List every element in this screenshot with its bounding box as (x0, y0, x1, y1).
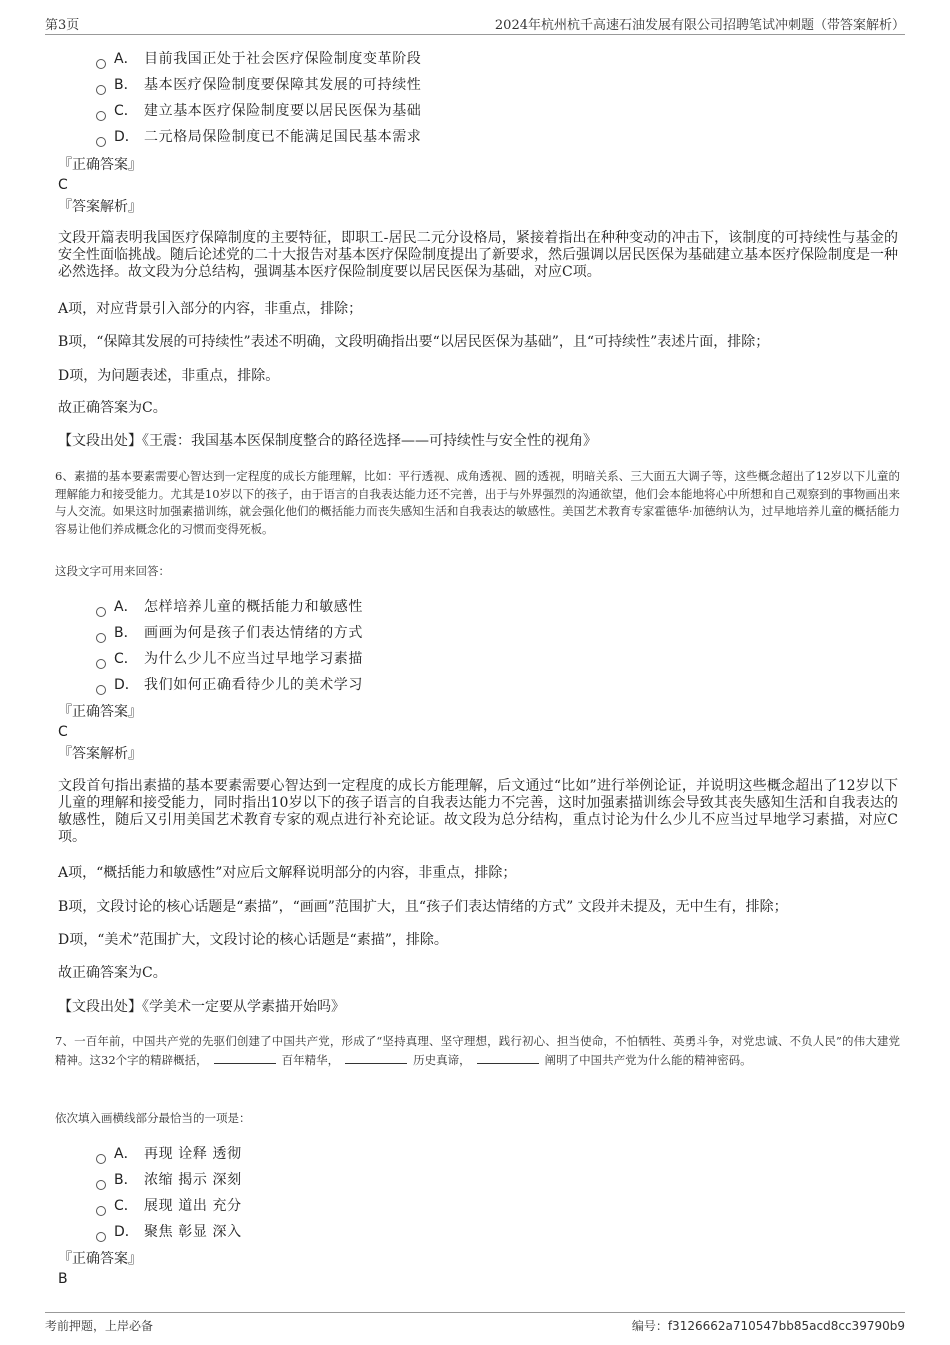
q5-option-a[interactable]: A． 目前我国正处于社会医疗保险制度变革阶段 (96, 46, 421, 72)
q5-source: 【文段出处】《王震：我国基本医保制度整合的路径选择——可持续性与安全性的视角》 (58, 433, 597, 449)
radio-icon[interactable] (96, 607, 106, 617)
q5-option-b[interactable]: B． 基本医疗保险制度要保障其发展的可持续性 (96, 72, 421, 98)
document-title: 2024年杭州杭千高速石油发展有限公司招聘笔试冲刺题（带答案解析） (494, 18, 905, 33)
page-footer (45, 1312, 905, 1337)
q6-prompt: 这段文字可用来回答： (55, 564, 170, 578)
radio-icon[interactable] (96, 1206, 106, 1216)
blank-line (345, 1051, 407, 1064)
q7-option-d[interactable]: D． 聚焦 彰显 深入 (96, 1219, 242, 1245)
q6-conclusion: 故正确答案为C。 (58, 965, 167, 981)
q6-stem: 6、素描的基本要素需要心智达到一定程度的成长方能理解，比如：平行透视、成角透视、圆的透视，明暗关系、三大面五大调子等，这些概念超出了12岁以下儿童的理解能力和接受能力。尤其是10岁以下的孩子，由于语言的自我表达能力还不完善，出于与外界强烈的沟通欲望，他们会本能地将心中所想和自己观察到的事物画出来与人交流。如果这时加强素描训练，就会强化他们的概括能力而丧失感知生活和自我表达的敏感性。美国艺术教育专家霍德华·加德纳认为，过早地培养儿童的概括能力容易让他们养成概念化的习惯而变得死板。 (55, 469, 900, 536)
footer-slogan: 考前押题，上岸必备 (45, 1319, 154, 1333)
q5-options (96, 46, 421, 150)
q6-option-a[interactable]: A． 怎样培养儿童的概括能力和敏感性 (96, 594, 363, 620)
q6-analysis: 文段首句指出素描的基本要素需要心智达到一定程度的成长方能理解，后文通过“比如”进行举例论证，并说明这些概念超出了12岁以下儿童的理解和接受能力，同时指出10岁以下的孩子语言的自我表达能力不完善，这时加强素描训练会导致其丧失感知生活和自我表达的敏感性，随后又引用美国艺术教育专家的观点进行补充论证。故文段为总分结构，重点讨论为什么少儿不应当过早地学习素描，对应C项。 (58, 778, 898, 845)
q5-note-d: D项，为问题表述，非重点，排除。 (58, 368, 280, 384)
radio-icon[interactable] (96, 685, 106, 695)
q5-option-d[interactable]: D． 二元格局保险制度已不能满足国民基本需求 (96, 124, 421, 150)
q6-note-a: A项，“概括能力和敏感性”对应后文解释说明部分的内容，非重点，排除； (58, 865, 517, 881)
radio-icon[interactable] (96, 59, 106, 69)
q5-note-a: A项，对应背景引入部分的内容，非重点，排除； (58, 301, 363, 317)
document-code: 编号：f3126662a710547bb85acd8cc39790b9 (631, 1319, 905, 1333)
radio-icon[interactable] (96, 1232, 106, 1242)
q5-answer-block (58, 155, 142, 217)
answer-label: 『正确答案』 (58, 704, 142, 720)
q5-note-b: B项，“保障其发展的可持续性”表述不明确，文段明确指出要“以居民医保为基础”，且“可持续性”表述片面，排除； (58, 334, 770, 350)
q6-options (96, 594, 363, 698)
q7-option-c[interactable]: C． 展现 道出 充分 (96, 1193, 242, 1219)
answer-value: C (58, 724, 68, 740)
radio-icon[interactable] (96, 659, 106, 669)
radio-icon[interactable] (96, 633, 106, 643)
q7-stem: 7、一百年前，中国共产党的先驱们创建了中国共产党，形成了“坚持真理、坚守理想，践行初心、担当使命，不怕牺牲、英勇斗争，对党忠诚、不负人民”的伟大建党精神。这32个字的精辟概括， 百年精华， 历史真谛， 阐明了中国共产党为什么能的精神密码。 (55, 1034, 900, 1067)
q6-answer-block (58, 702, 142, 764)
q5-option-c[interactable]: C． 建立基本医疗保险制度要以居民医保为基础 (96, 98, 421, 124)
q7-options (96, 1141, 242, 1245)
radio-icon[interactable] (96, 85, 106, 95)
analysis-label: 『答案解析』 (58, 746, 142, 762)
radio-icon[interactable] (96, 137, 106, 147)
blank-line (477, 1051, 539, 1064)
analysis-label: 『答案解析』 (58, 199, 142, 215)
q7-answer-block (58, 1249, 142, 1289)
q5-conclusion: 故正确答案为C。 (58, 400, 167, 416)
radio-icon[interactable] (96, 111, 106, 121)
q6-note-d: D项，“美术”范围扩大，文段讨论的核心话题是“素描”，排除。 (58, 932, 448, 948)
q7-prompt: 依次填入画横线部分最恰当的一项是： (55, 1111, 251, 1125)
answer-value: C (58, 177, 68, 193)
answer-value: B (58, 1271, 68, 1287)
page-number: 第3页 (45, 18, 80, 33)
q6-note-b: B项，文段讨论的核心话题是“素描”，“画画”范围扩大，且“孩子们表达情绪的方式” 文段并未提及，无中生有，排除； (58, 899, 788, 915)
q6-option-b[interactable]: B． 画画为何是孩子们表达情绪的方式 (96, 620, 363, 646)
q6-option-d[interactable]: D． 我们如何正确看待少儿的美术学习 (96, 672, 363, 698)
blank-line (214, 1051, 276, 1064)
radio-icon[interactable] (96, 1154, 106, 1164)
radio-icon[interactable] (96, 1180, 106, 1190)
q5-analysis: 文段开篇表明我国医疗保障制度的主要特征，即职工-居民二元分设格局，紧接着指出在种种变动的冲击下，该制度的可持续性与基金的安全性面临挑战。随后论述党的二十大报告对基本医疗保险制度提出了新要求，然后强调以居民医保为基础建立基本医疗保险制度是一种必然选择。故文段为分总结构，强调基本医疗保险制度要以居民医保为基础，对应C项。 (58, 230, 898, 280)
answer-label: 『正确答案』 (58, 1251, 142, 1267)
answer-label: 『正确答案』 (58, 157, 142, 173)
q6-source: 【文段出处】《学美术一定要从学素描开始吗》 (58, 999, 345, 1015)
q6-option-c[interactable]: C． 为什么少儿不应当过早地学习素描 (96, 646, 363, 672)
page-header (45, 12, 905, 35)
q7-option-b[interactable]: B． 浓缩 揭示 深刻 (96, 1167, 242, 1193)
q7-option-a[interactable]: A． 再现 诠释 透彻 (96, 1141, 242, 1167)
